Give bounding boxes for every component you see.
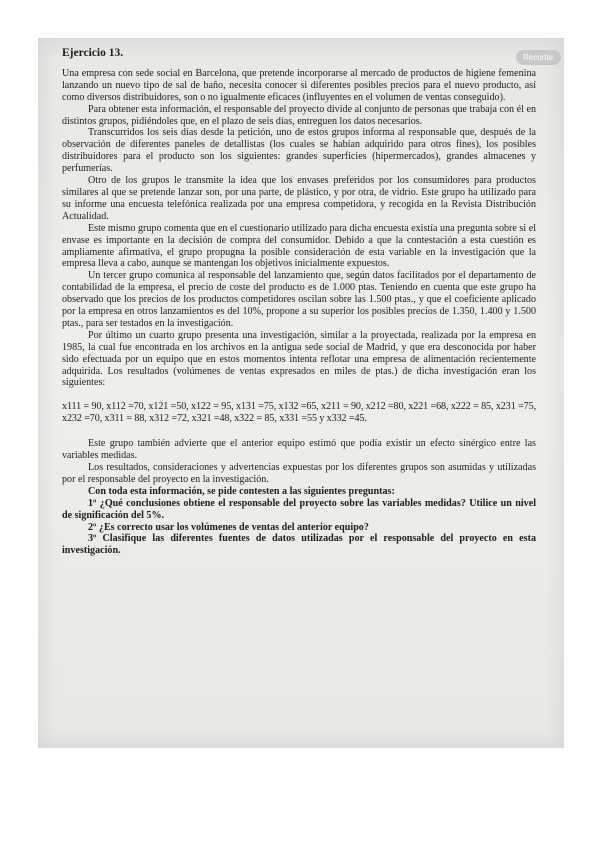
paragraph-3: Transcurridos los seis días desde la petición, uno de estos grupos informa al responsable que, después de la observación de diferentes paneles de detallistas (los cuales se habían adquirido para otros fines), los posibles distribuidores para el producto son los siguientes: grandes superficies (hipermercados), grandes almacenes y perfumerías. — [62, 127, 536, 175]
document-photo — [38, 38, 564, 748]
variables-list: x111 = 90, x112 =70, x121 =50, x122 = 95, x131 =75, x132 =65, x211 = 90, x212 =80, x221 =68, x222 = 85, x231 =75, x232 =70, x311 = 88, x312 =72, x321 =48, x322 = 85, x331 =55 y x332 =45. — [62, 401, 536, 425]
question-2: 2º ¿Es correcto usar los volúmenes de ventas del anterior equipo? — [88, 521, 369, 533]
document-page — [62, 48, 536, 557]
closing-paragraph-1: Este grupo también advierte que el anterior equipo estimó que podía existir un efecto sinérgico entre las variables medidas. — [62, 438, 536, 462]
question-1: 1º ¿Qué conclusiones obtiene el responsable del proyecto sobre las variables medidas? Utilice un nivel de significación del 5%. — [62, 497, 536, 521]
paragraph-5: Este mismo grupo comenta que en el cuestionario utilizado para dicha encuesta existía una pregunta sobre si el envase es importante en la decisión de compra del consumidor. Debido a que la contestación a esta cuestión es ampliamente afirmativa, el grupo propugna la posible consideración de esta variable en la investigación que la empresa lleva a cabo, aunque se mantengan los objetivos inicialmente expuestos. — [62, 222, 536, 270]
paragraph-7: Por último un cuarto grupo presenta una investigación, similar a la proyectada, realizada por la empresa en 1985, la cual fue encontrada en los archivos en la antigua sede social de Madrid, y que era desconocida por haber sido efectuada por un equipo que en estos momentos intenta reflotar una empresa de alimentación recientemente adquirida. Los resultados (volúmenes de ventas expresados en miles de ptas.) de dicha investigación eran los siguientes: — [62, 329, 536, 389]
paragraph-4: Otro de los grupos le transmite la idea que los envases preferidos por los consumidores para productos similares al que se pretende lanzar son, por una parte, de plástico, y por otra, de vidrio. Este grupo ha utilizado para su informe una encuesta telefónica realizada por una empresa competidora, y recogida en la Revista Distribución Actualidad. — [62, 175, 536, 222]
closing-paragraph-2: Los resultados, consideraciones y advertencias expuestas por los diferentes grupos son asumidas y utilizadas por el responsable del proyecto en la investigación. — [62, 462, 536, 485]
exercise-title: Ejercicio 13. — [62, 47, 124, 59]
paragraph-1: Una empresa con sede social en Barcelona, que pretende incorporarse al mercado de productos de higiene femenina lanzando un nuevo tipo de sal de baño, necesita conocer si diferentes posibles precios para el nuevo producto, así como diversos distribuidores, son o no igualmente eficaces (influyentes en el volumen de ventas conseguido). — [62, 67, 536, 103]
paragraph-6: Un tercer grupo comunica al responsable del lanzamiento que, según datos facilitados por el departamento de contabilidad de la empresa, el precio de coste del producto es de 1.000 ptas. Teniendo en cuenta que este grupo ha observado que los precios de los productos competidores oscilan sobre las 1.500 ptas., y que el coeficiente aplicado por la empresa en otros lanzamientos es del 10%, propone a su superior los posibles precios de 1.350, 1.400 y 1.500 ptas., para ser testados en la investigación. — [62, 270, 536, 329]
instruction: Con toda esta información, se pide contesten a las siguientes preguntas: — [88, 485, 395, 497]
crop-button[interactable]: Recortar — [516, 50, 561, 65]
paragraph-2: Para obtener esta información, el responsable del proyecto divide al conjunto de personas que trabaja con él en distintos grupos, pidiéndoles que, en el plazo de seis días, entreguen los datos necesarios. — [62, 103, 536, 127]
question-3: 3º Clasifique las diferentes fuentes de datos utilizadas por el responsable del proyecto en esta investigación. — [62, 533, 536, 557]
